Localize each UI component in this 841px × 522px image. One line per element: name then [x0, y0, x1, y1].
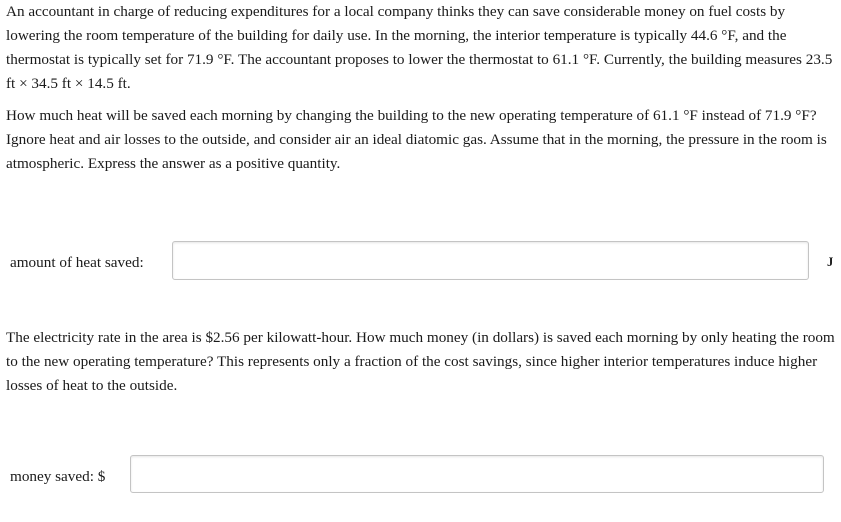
- heat-saved-input[interactable]: [172, 241, 809, 280]
- money-question-paragraph: The electricity rate in the area is $2.56 per kilowatt-hour. How much money (in dollars) is saved each morning by only heating the room to the new operating temperature? This represents only a fraction of the cost savings, since higher interior temperatures induce higher losses of heat to the outside.: [6, 329, 835, 394]
- money-saved-label: money saved: $: [10, 468, 106, 485]
- heat-saved-label: amount of heat saved:: [10, 254, 144, 271]
- heat-unit-label: J: [827, 255, 834, 269]
- heat-question-paragraph: How much heat will be saved each morning by changing the building to the new operating temperature of 61.1 °F instead of 71.9 °F? Ignore heat and air losses to the outside, and consider air an ideal diatomic gas. Assume that in the morning, the pressure in the room is atmospheric. Express the answer as a positive quantity.: [6, 107, 827, 172]
- problem-statement-paragraph: An accountant in charge of reducing expenditures for a local company thinks they can save considerable money on fuel costs by lowering the room temperature of the building for daily use. In the morning, the interior temperature is typically 44.6 °F, and the thermostat is typically set for 71.9 °F. The accountant proposes to lower the thermostat to 61.1 °F. Currently, the building measures 23.5 ft × 34.5 ft × 14.5 ft.: [6, 3, 833, 92]
- money-saved-input[interactable]: [130, 455, 824, 493]
